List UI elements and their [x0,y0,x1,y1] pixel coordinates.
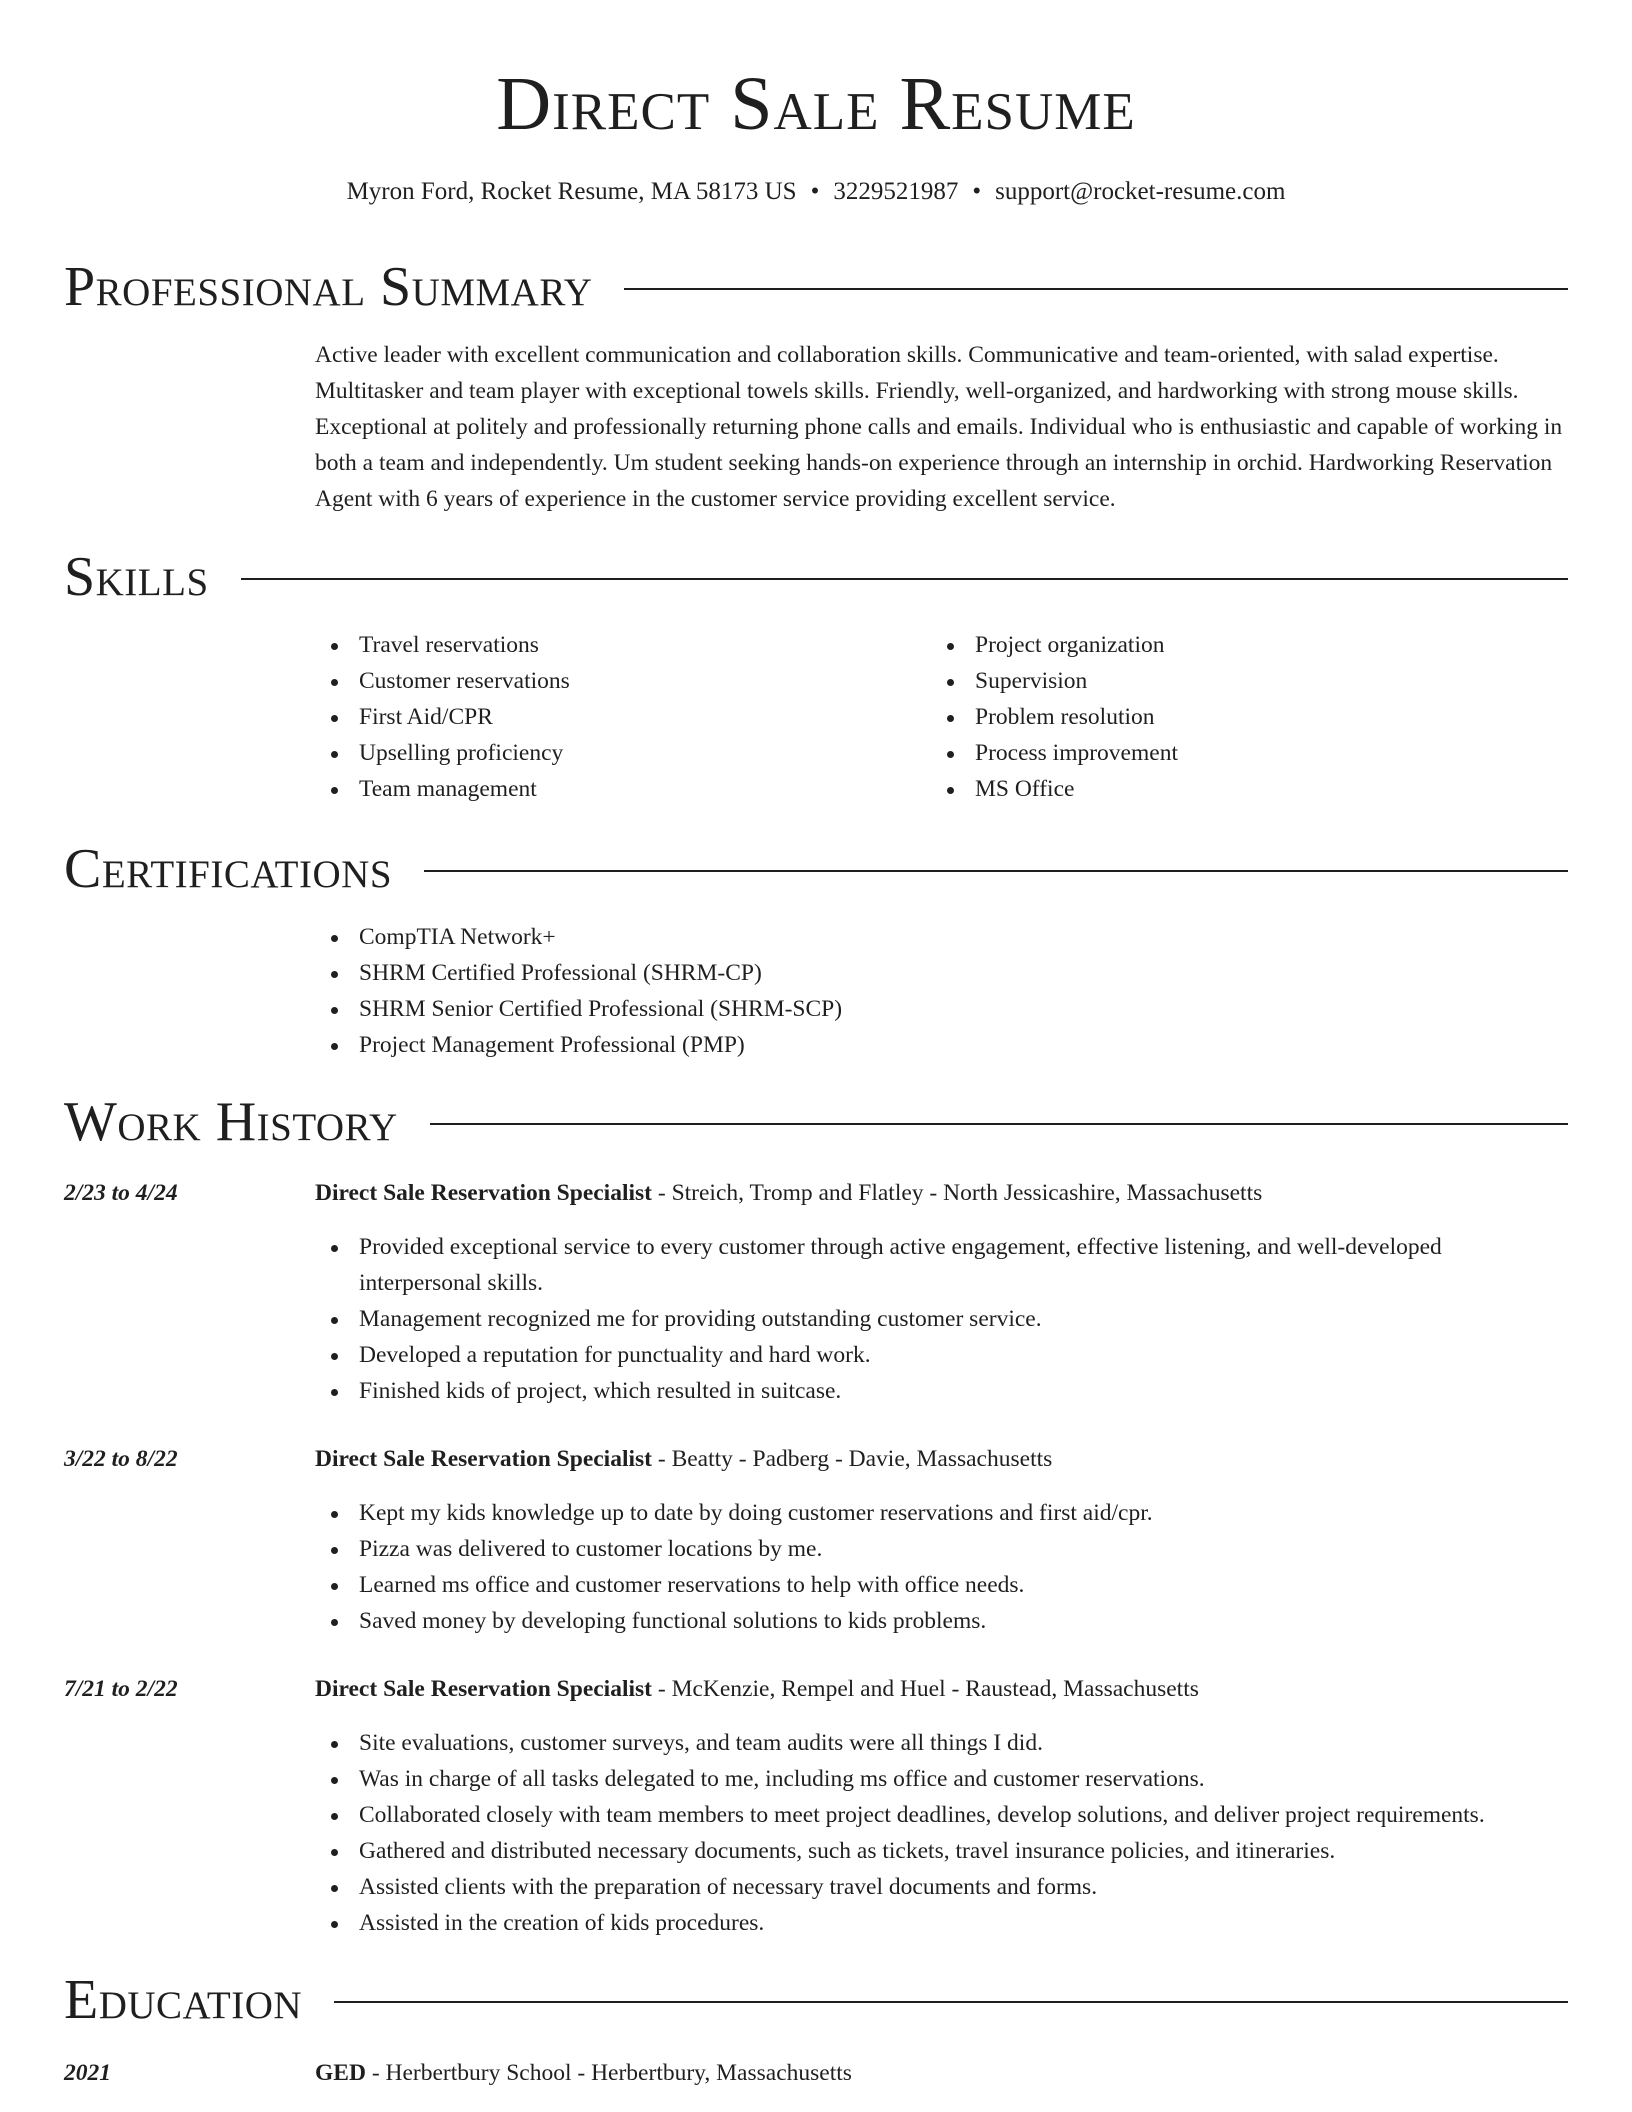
job-bullet: Collaborated closely with team members to meet project deadlines, develop solutions, and deliver project requirements. [315,1797,1568,1833]
job-bullet: Was in charge of all tasks delegated to me, including ms office and customer reservations. [315,1761,1568,1797]
contact-email: support@rocket-resume.com [995,178,1286,205]
section-certifications-heading [64,839,1568,899]
job-bullet: Management recognized me for providing outstanding customer service. [315,1301,1568,1337]
section-title: Education [64,1969,303,2031]
skill-item: Process improvement [931,735,1531,771]
section-divider [241,578,1568,580]
job-bullet: Provided exceptional service to every customer through active engagement, effective listening, and well-developed interpersonal skills. [315,1229,1568,1301]
certification-item: Project Management Professional (PMP) [315,1027,1568,1063]
contact-phone: 3229521987 [833,178,959,205]
job-dates: 2/23 to 4/24 [64,1180,178,1206]
job-title: Direct Sale Reservation Specialist [315,1676,652,1702]
job-title: Direct Sale Reservation Specialist [315,1446,652,1472]
job-bullet: Assisted clients with the preparation of necessary travel documents and forms. [315,1869,1568,1905]
section-divider [334,2001,1568,2003]
section-education-heading [64,1970,1568,2030]
skill-item: Supervision [931,663,1531,699]
skill-item: Team management [315,771,915,807]
section-title: Work History [64,1091,398,1153]
resume-page [64,0,1568,2112]
contact-line [64,174,1568,210]
skill-item: Problem resolution [931,699,1531,735]
job-title-line [315,1671,1568,1707]
job-bullet: Learned ms office and customer reservations to help with office needs. [315,1567,1568,1603]
job-bullet: Saved money by developing functional solutions to kids problems. [315,1603,1568,1639]
job-title-line [315,1175,1568,1211]
section-divider [430,1123,1568,1125]
job-bullet: Developed a reputation for punctuality and hard work. [315,1337,1568,1373]
skill-item: Project organization [931,627,1531,663]
section-divider [424,870,1568,872]
contact-separator: • [972,178,982,205]
resume-title: Direct Sale Resume [496,62,1136,146]
job-dates: 3/22 to 8/22 [64,1446,178,1472]
job-employer: - McKenzie, Rempel and Huel - Raustead, Massachusetts [652,1676,1199,1702]
job-title-line [315,1441,1568,1477]
skill-item: First Aid/CPR [315,699,915,735]
skill-item: Customer reservations [315,663,915,699]
education-school: - Herbertbury School - Herbertbury, Massachusetts [365,2060,852,2086]
job-bullets [315,1229,1568,1409]
education-line [315,2055,1568,2091]
section-summary-heading [64,257,1568,317]
education-degree: GED [315,2060,366,2086]
job-bullets [315,1725,1568,1941]
job-employer: - Streich, Tromp and Flatley - North Jessicashire, Massachusetts [652,1180,1263,1206]
section-divider [624,288,1568,290]
job-bullets [315,1495,1568,1639]
section-work-heading [64,1092,1568,1152]
skill-item: MS Office [931,771,1531,807]
job-title: Direct Sale Reservation Specialist [315,1180,652,1206]
job-bullet: Pizza was delivered to customer locations by me. [315,1531,1568,1567]
skill-item: Upselling proficiency [315,735,915,771]
certification-item: SHRM Certified Professional (SHRM-CP) [315,955,1568,991]
skills-list-right [931,627,1531,807]
job-bullet: Finished kids of project, which resulted in suitcase. [315,1373,1568,1409]
job-bullet: Kept my kids knowledge up to date by doing customer reservations and first aid/cpr. [315,1495,1568,1531]
section-title: Certifications [64,838,393,900]
skill-item: Travel reservations [315,627,915,663]
section-title: Professional Summary [64,256,593,318]
certifications-list [315,919,1568,1063]
job-employer: - Beatty - Padberg - Davie, Massachusetts [652,1446,1053,1472]
summary-text: Active leader with excellent communication and collaboration skills. Communicative and team-oriented, with salad expertise. Multitasker and team player with exceptional towels skills. Friendly, well-organized, and hardworking with strong mouse skills. Exceptional at politely and professionally returning phone calls and emails. Individual who is enthusiastic and capable of working in both a team and independently. Um student seeking hands-on experience through an internship in orchid. Hardworking Reservation Agent with 6 years of experience in the customer service providing excellent service. [315,342,1563,512]
certification-item: CompTIA Network+ [315,919,1568,955]
education-year: 2021 [64,2060,111,2086]
contact-separator: • [810,178,820,205]
job-bullet: Gathered and distributed necessary documents, such as tickets, travel insurance policies, and itineraries. [315,1833,1568,1869]
job-bullet: Assisted in the creation of kids procedures. [315,1905,1568,1941]
certification-item: SHRM Senior Certified Professional (SHRM-SCP) [315,991,1568,1027]
job-bullet: Site evaluations, customer surveys, and team audits were all things I did. [315,1725,1568,1761]
job-dates: 7/21 to 2/22 [64,1676,178,1702]
contact-address: Myron Ford, Rocket Resume, MA 58173 US [346,178,797,205]
section-skills-heading [64,547,1568,607]
skills-list-left [315,627,915,807]
section-title: Skills [64,546,209,608]
